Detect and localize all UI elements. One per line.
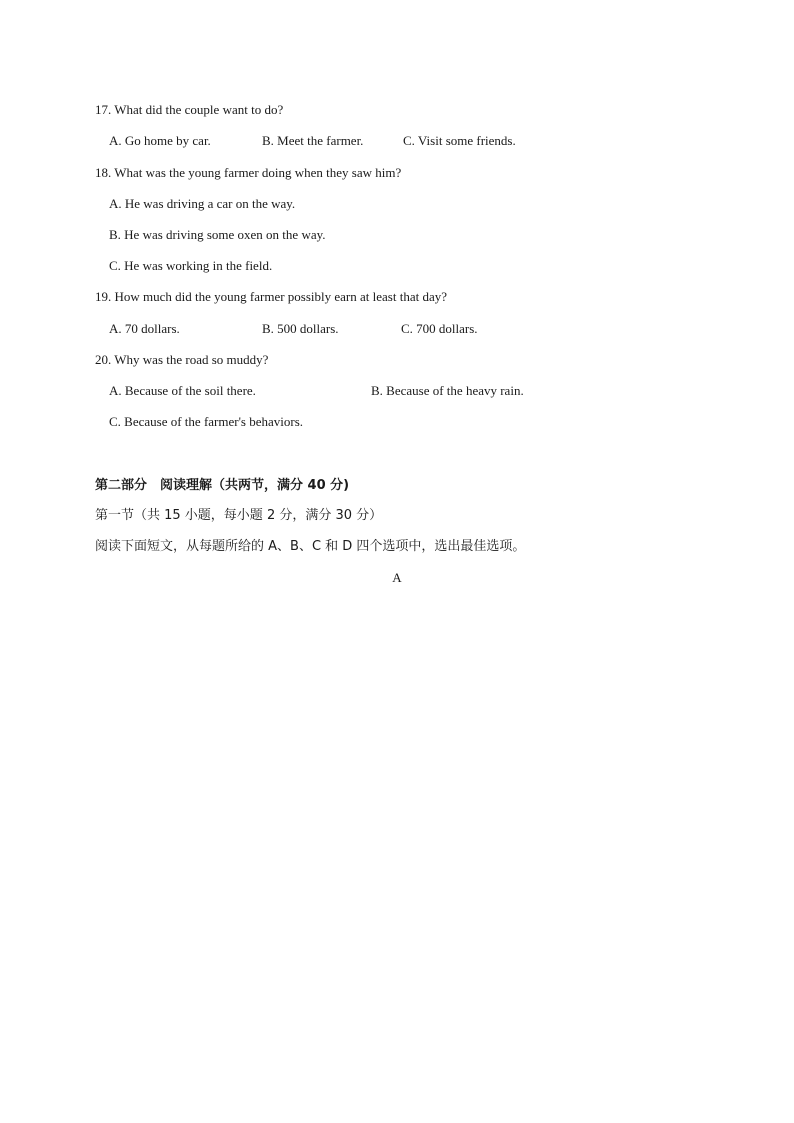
question-19-option-a: A. 70 dollars. (109, 321, 180, 336)
question-20-option-a: A. Because of the soil there. (109, 383, 256, 398)
question-17-option-b: B. Meet the farmer. (262, 133, 364, 148)
passage-label: A (392, 570, 402, 585)
question-18-option-b: B. He was driving some oxen on the way. (109, 227, 326, 242)
question-19-option-c: C. 700 dollars. (401, 321, 478, 336)
question-20-stem: 20. Why was the road so muddy? (95, 352, 269, 367)
question-18-option-c: C. He was working in the field. (109, 258, 273, 273)
question-18-stem: 18. What was the young farmer doing when they saw him? (95, 165, 402, 180)
question-18-option-a: A. He was driving a car on the way. (109, 196, 296, 211)
question-20-option-c: C. Because of the farmer's behaviors. (109, 414, 304, 429)
part2-title: 第二部分 阅读理解（共两节，满分 40 分) (95, 478, 350, 493)
question-17-option-c: C. Visit some friends. (403, 133, 516, 148)
question-17-option-a: A. Go home by car. (109, 133, 211, 148)
part2-instruction: 阅读下面短文，从每题所给的 A、B、C 和 D 四个选项中，选出最佳选项。 (95, 539, 526, 554)
part2-section1-heading: 第一节（共 15 小题，每小题 2 分，满分 30 分） (95, 508, 383, 523)
question-20-option-b: B. Because of the heavy rain. (371, 383, 524, 398)
question-19-stem: 19. How much did the young farmer possibly earn at least that day? (95, 289, 447, 304)
question-19-option-b: B. 500 dollars. (262, 321, 339, 336)
question-17-stem: 17. What did the couple want to do? (95, 102, 284, 117)
